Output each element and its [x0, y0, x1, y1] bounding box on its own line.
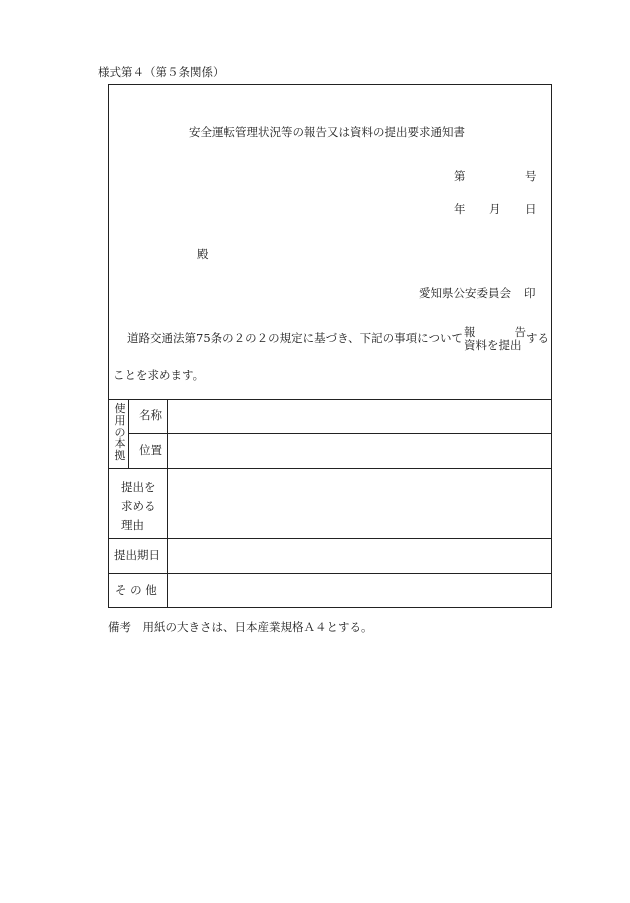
base-label-vertical: 使用の本拠: [114, 402, 126, 463]
seal-mark: 印: [524, 286, 536, 300]
reason-label: 提出を求める理由: [121, 480, 156, 532]
table-deadline-bottom-border: [109, 573, 551, 574]
date-day-label: 日: [525, 202, 537, 216]
body-text-suffix: する: [526, 331, 549, 345]
option-material: 資料を提出: [464, 338, 522, 352]
option-report-char-1: 報: [464, 325, 476, 339]
option-material-row: [464, 339, 526, 352]
name-label: 名称: [139, 408, 162, 422]
table-label-column-divider: [167, 399, 168, 608]
date-month-label: 月: [489, 202, 501, 216]
other-label: そ の 他: [115, 583, 157, 597]
table-base-bottom-border: [109, 468, 551, 469]
table-base-label-divider: [128, 399, 129, 468]
location-label: 位置: [139, 443, 162, 457]
remarks-note: 備考 用紙の大きさは、日本産業規格Ａ４とする。: [108, 620, 373, 634]
document-number-suffix: 号: [525, 169, 537, 183]
document-title: 安全運転管理状況等の報告又は資料の提出要求通知書: [189, 125, 465, 139]
body-text-line-2: ことを求めます。: [113, 368, 205, 382]
report-or-material-options: [464, 326, 526, 352]
table-name-divider: [128, 433, 551, 434]
table-reason-bottom-border: [109, 538, 551, 539]
issuer-name: 愛知県公安委員会: [419, 286, 511, 300]
deadline-label: 提出期日: [114, 548, 160, 562]
document-number-label: 第: [454, 169, 466, 183]
option-report-char-2: 告: [514, 325, 526, 339]
form-number: 様式第４（第５条関係）: [98, 65, 225, 79]
date-year-label: 年: [454, 202, 466, 216]
body-text-line-1: 道路交通法第75条の２の２の規定に基づき、下記の事項について: [127, 331, 463, 345]
table-top-border: [109, 399, 551, 400]
addressee-honorific: 殿: [197, 247, 209, 261]
